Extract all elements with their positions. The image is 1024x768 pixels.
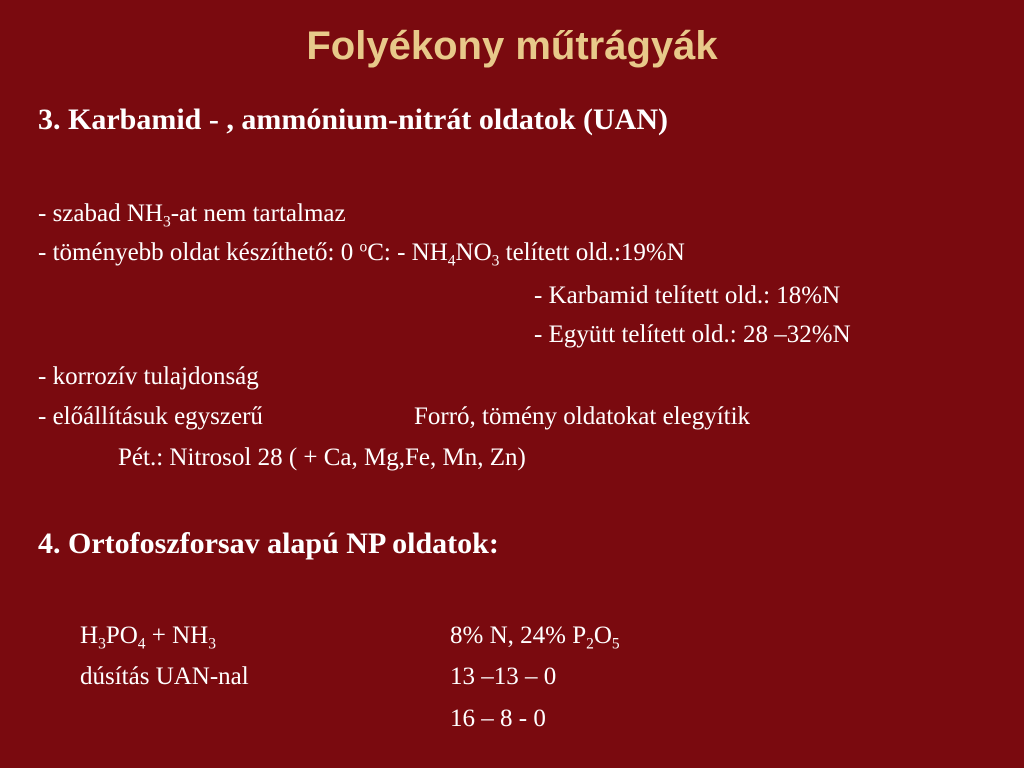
saturation-karbamid: - Karbamid telített old.: 18%N: [534, 282, 841, 309]
text: NO: [455, 239, 492, 266]
subscript: 3: [162, 213, 171, 231]
section-heading-uan: 3. Karbamid - , ammónium-nitrát oldatok (UAN): [38, 103, 668, 136]
slide-title: Folyékony műtrágyák: [306, 24, 718, 68]
subscript: 4: [137, 635, 146, 653]
text: H: [80, 622, 99, 649]
enrichment-uan: dúsítás UAN-nal: [80, 663, 249, 690]
text: PO: [105, 622, 138, 649]
formula-h3po4-nh3: [80, 621, 216, 651]
subscript: 3: [208, 635, 216, 653]
text: C: - NH: [367, 239, 448, 266]
saturation-combined: - Együtt telített old.: 28 –32%N: [534, 321, 851, 348]
composition-16-8-0: 16 – 8 - 0: [450, 705, 546, 732]
subscript: 2: [586, 635, 594, 653]
text: - szabad NH: [38, 200, 163, 227]
text: telített old.:19%N: [499, 239, 685, 266]
bullet-no-free-nh3: [38, 199, 346, 229]
section-heading-np: 4. Ortofoszforsav alapú NP oldatok:: [38, 527, 499, 560]
text: - töményebb oldat készíthető: 0: [38, 239, 360, 266]
text: O: [593, 622, 612, 649]
composition-13-13-0: 13 –13 – 0: [450, 663, 557, 690]
subscript: 3: [491, 252, 500, 270]
subscript: 3: [98, 635, 106, 653]
production-method: Forró, tömény oldatokat elegyítik: [414, 403, 751, 430]
subscript: 4: [447, 252, 456, 270]
text: 8% N, 24% P: [450, 622, 587, 649]
example-nitrosol: Pét.: Nitrosol 28 ( + Ca, Mg,Fe, Mn, Zn): [118, 444, 526, 471]
text: + NH: [145, 622, 209, 649]
subscript: 5: [611, 635, 620, 653]
bullet-simple-production: - előállításuk egyszerű: [38, 403, 263, 430]
bullet-concentrated-solution: [38, 238, 685, 268]
superscript: o: [359, 238, 368, 256]
composition-8-24: [450, 621, 620, 651]
bullet-corrosive: - korrozív tulajdonság: [38, 363, 259, 390]
text: -at nem tartalmaz: [170, 200, 346, 227]
